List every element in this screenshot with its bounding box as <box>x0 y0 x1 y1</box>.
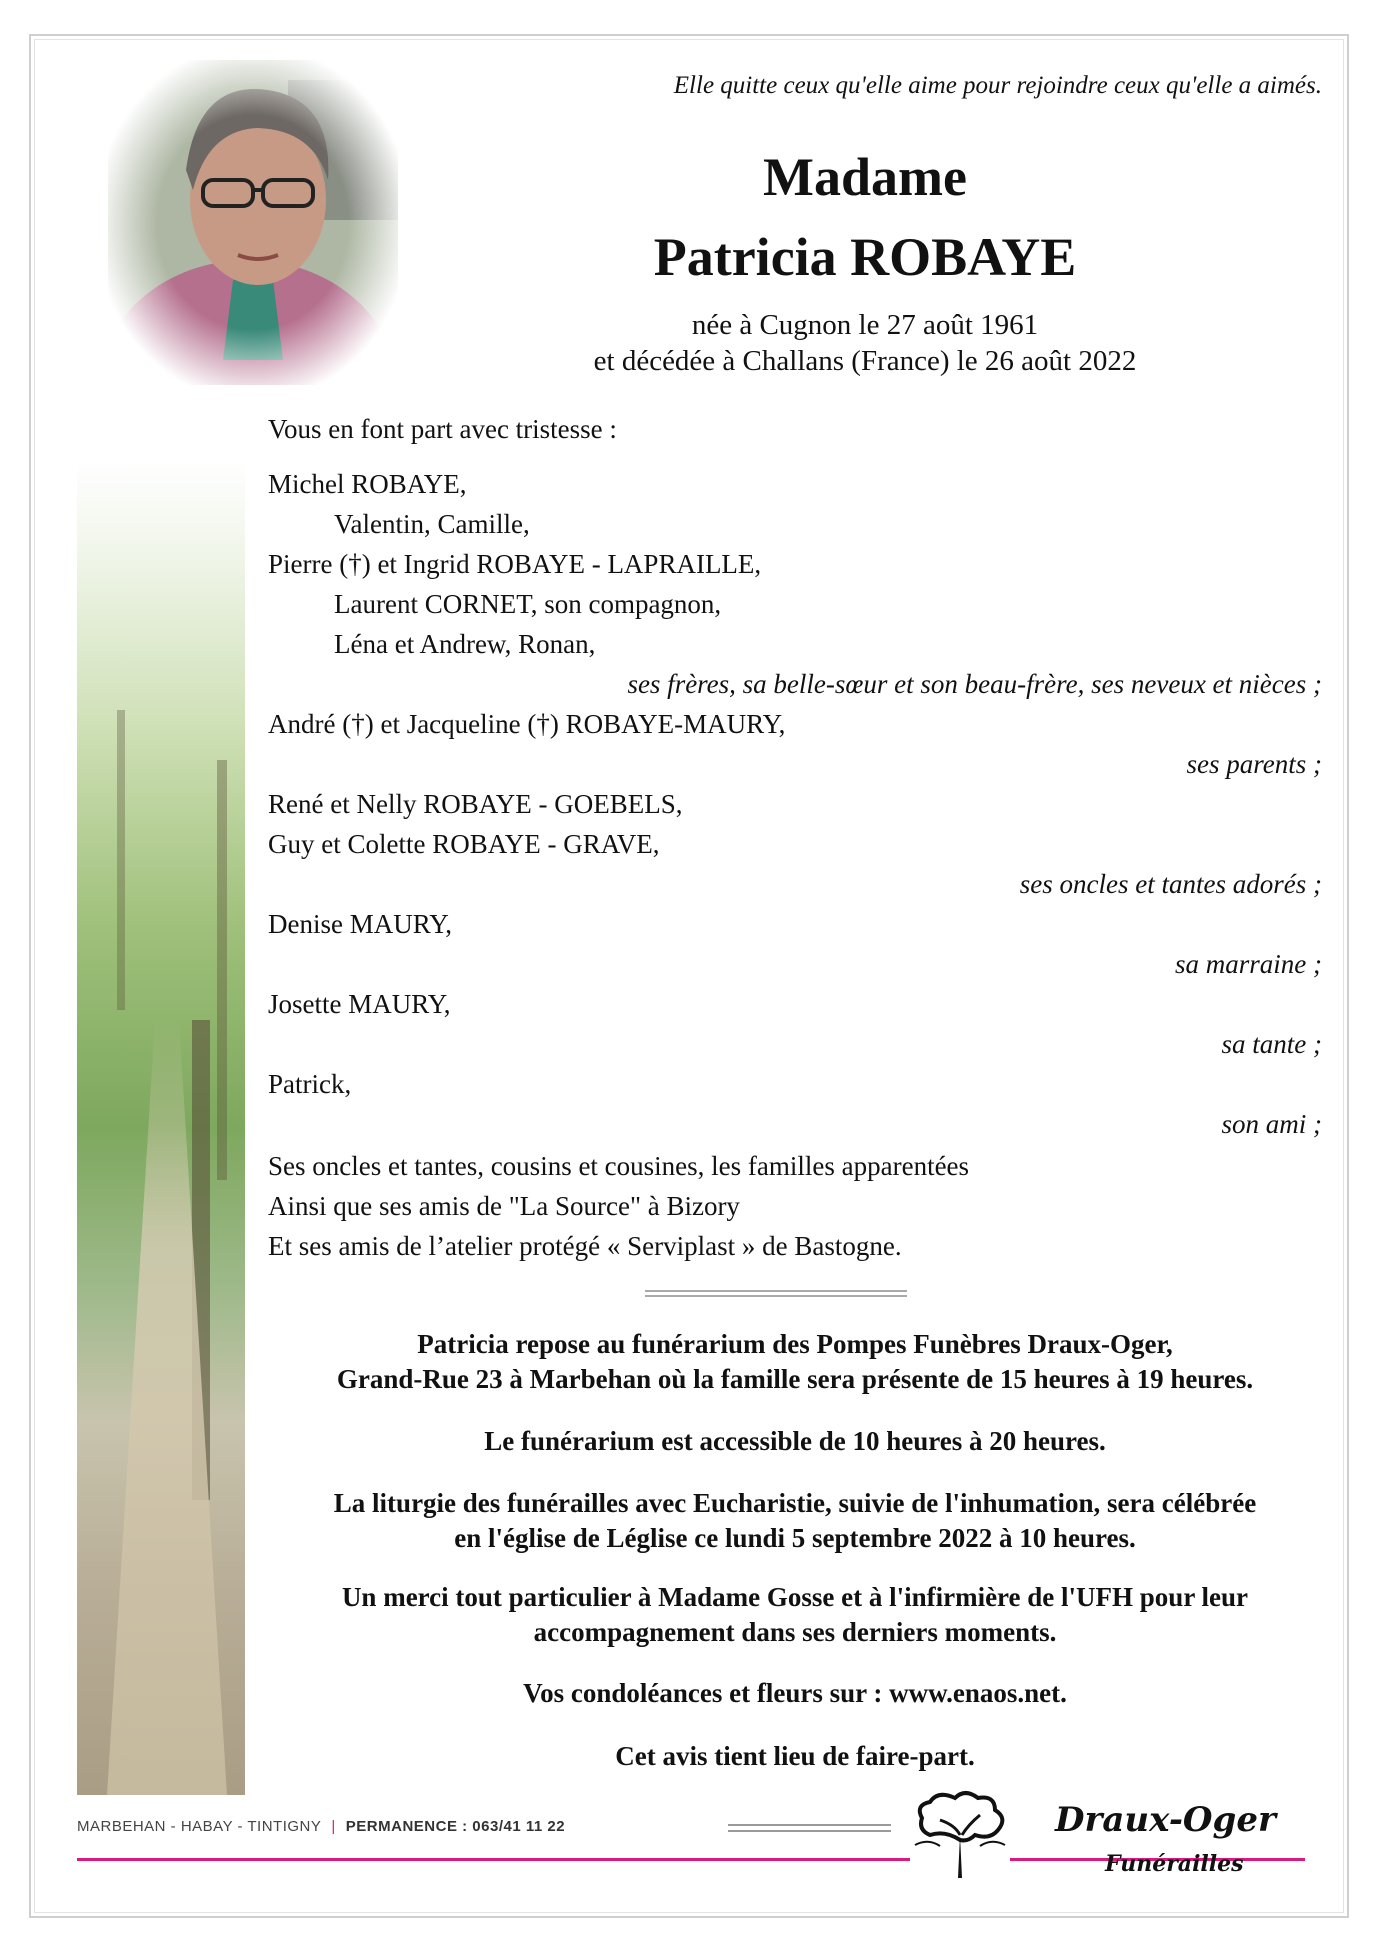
family-member: Laurent CORNET, son compagnon, <box>334 589 722 619</box>
family-relation: ses parents ; <box>1186 749 1322 779</box>
footer-accent-line <box>77 1858 345 1861</box>
tree-trunk <box>217 760 227 1180</box>
info-notice: Cet avis tient lieu de faire-part. <box>615 1741 975 1771</box>
forest-path-image <box>77 460 245 1795</box>
family-member: Valentin, Camille, <box>334 509 530 539</box>
deceased-name: Patricia ROBAYE <box>653 227 1077 287</box>
info-thanks <box>250 1580 1340 1650</box>
footer-separator: | <box>331 1818 336 1835</box>
family-member: René et Nelly ROBAYE - GOEBELS, <box>268 789 683 819</box>
family-relation: son ami ; <box>1221 1109 1322 1139</box>
family-member: Et ses amis de l’atelier protégé « Serviplast » de Bastogne. <box>268 1231 902 1261</box>
family-member: Pierre (†) et Ingrid ROBAYE - LAPRAILLE, <box>268 549 762 579</box>
info-liturgy-line-1: La liturgie des funérailles avec Eucharistie, suivie de l'inhumation, sera célébrée <box>333 1488 1257 1518</box>
brand-logo-name: Draux-Oger <box>1055 1800 1276 1840</box>
brand-logo-subtitle: Funérailles <box>1105 1851 1244 1877</box>
footer-permanence: PERMANENCE : 063/41 11 22 <box>345 1818 566 1835</box>
portrait-photo <box>108 60 398 385</box>
footer-locations: MARBEHAN - HABAY - TINTIGNY <box>77 1818 322 1835</box>
info-thanks-line-2: accompagnement dans ses derniers moments. <box>533 1617 1057 1647</box>
family-member: Patrick, <box>268 1069 352 1099</box>
portrait-image <box>108 60 398 385</box>
info-repose <box>250 1327 1340 1397</box>
family-member: Guy et Colette ROBAYE - GRAVE, <box>268 829 660 859</box>
info-thanks-line-1: Un merci tout particulier à Madame Gosse et à l'infirmière de l'UFH pour leur <box>341 1582 1249 1612</box>
section-divider <box>645 1290 907 1297</box>
death-info: et décédée à Challans (France) le 26 août 2022 <box>593 345 1137 377</box>
info-liturgy <box>250 1486 1340 1556</box>
birth-info: née à Cugnon le 27 août 1961 <box>691 309 1039 341</box>
footer-contact <box>77 1818 565 1835</box>
family-relation: ses oncles et tantes adorés ; <box>1019 869 1322 899</box>
epigraph-quote: Elle quitte ceux qu'elle aime pour rejoindre ceux qu'elle a aimés. <box>673 72 1322 99</box>
family-member: Ses oncles et tantes, cousins et cousines, les familles apparentées <box>268 1151 970 1181</box>
family-member: Josette MAURY, <box>268 989 451 1019</box>
info-repose-line-2: Grand-Rue 23 à Marbehan où la famille sera présente de 15 heures à 19 heures. <box>336 1364 1254 1394</box>
footer-double-rule <box>728 1824 891 1832</box>
family-member: Denise MAURY, <box>268 909 453 939</box>
info-access: Le funérarium est accessible de 10 heures à 20 heures. <box>484 1426 1106 1456</box>
family-relation: sa tante ; <box>1221 1029 1322 1059</box>
title-honorific: Madame <box>763 147 967 207</box>
family-relation: sa marraine ; <box>1175 949 1322 979</box>
family-relation: ses frères, sa belle-sœur et son beau-frère, ses neveux et nièces ; <box>627 669 1322 699</box>
footer-accent-line <box>345 1858 910 1861</box>
family-member: Ainsi que ses amis de "La Source" à Bizory <box>268 1191 740 1221</box>
family-member: Michel ROBAYE, <box>268 469 467 499</box>
tree-trunk <box>117 710 125 1010</box>
family-member: Léna et Andrew, Ronan, <box>334 629 596 659</box>
family-member: André (†) et Jacqueline (†) ROBAYE-MAURY, <box>268 709 786 739</box>
info-condolences: Vos condoléances et fleurs sur : www.enaos.net. <box>523 1678 1067 1708</box>
tree-logo-icon <box>910 1790 1010 1880</box>
info-repose-line-1: Patricia repose au funérarium des Pompes Funèbres Draux-Oger, <box>417 1329 1173 1359</box>
info-liturgy-line-2: en l'église de Léglise ce lundi 5 septembre 2022 à 10 heures. <box>454 1523 1136 1553</box>
intro-text: Vous en font part avec tristesse : <box>268 414 617 444</box>
